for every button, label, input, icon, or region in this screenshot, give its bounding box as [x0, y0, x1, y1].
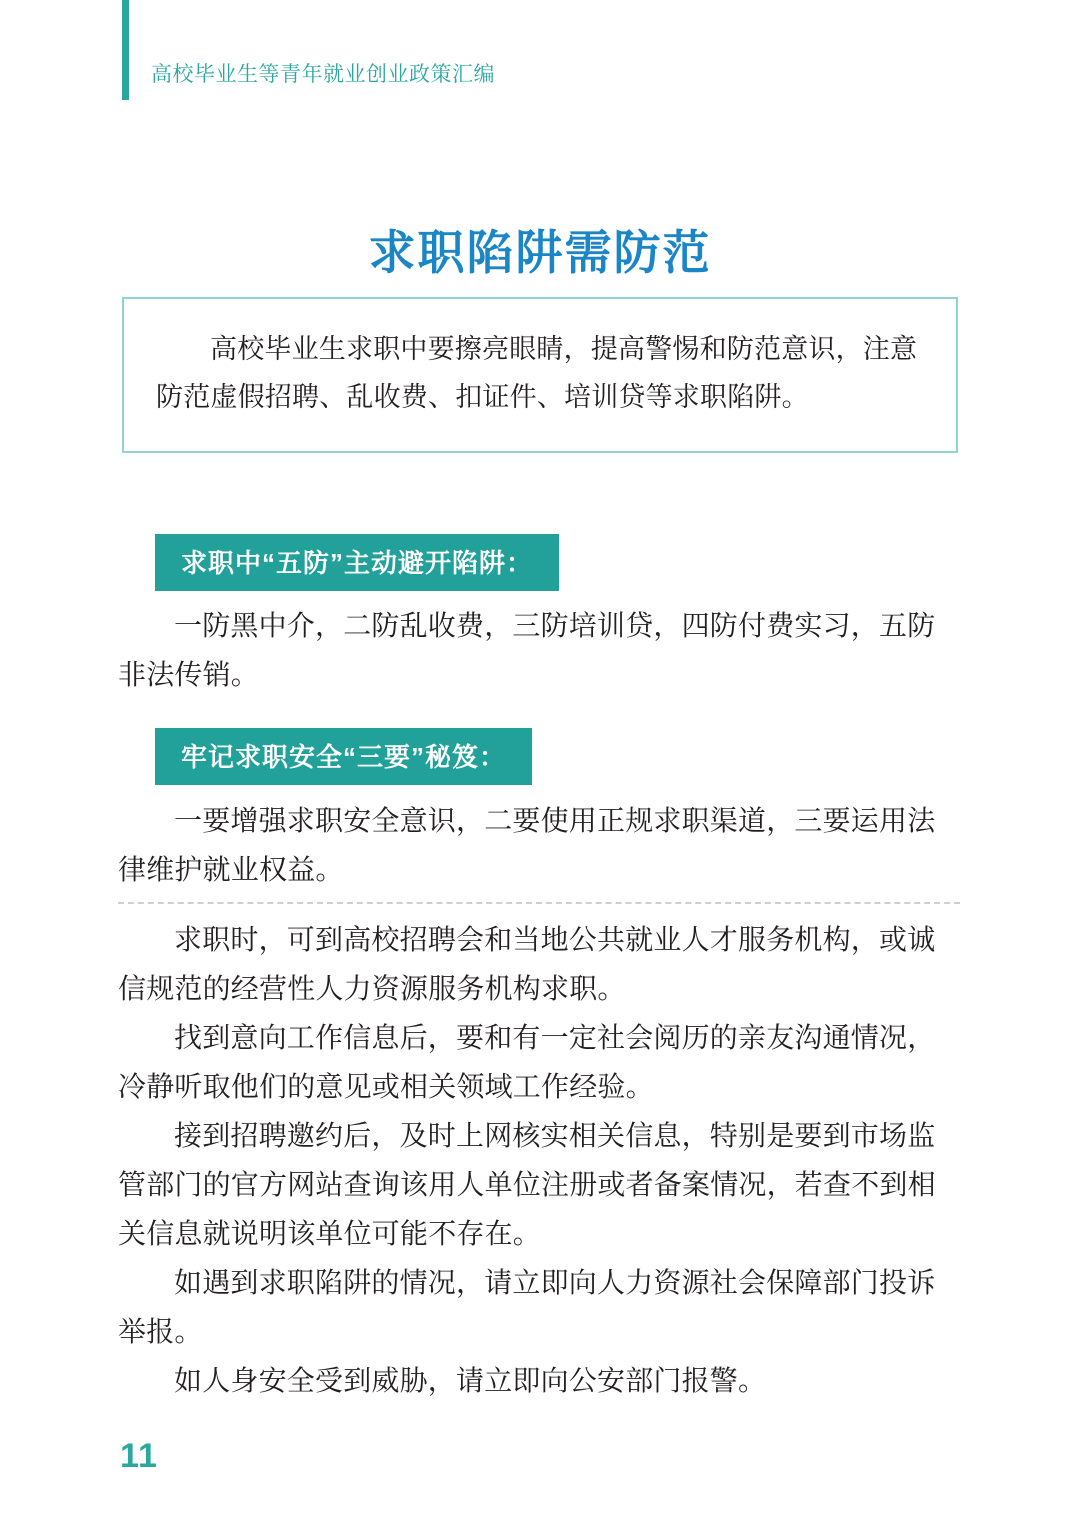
- running-header: [122, 0, 495, 100]
- lead-paragraph: 高校毕业生求职中要擦亮眼睛，提高警惕和防范意识，注意防范虚假招聘、乱收费、扣证件、培训贷等求职陷阱。: [156, 334, 918, 412]
- lead-box: [122, 297, 958, 453]
- body-paragraph-1: 求职时，可到高校招聘会和当地公共就业人才服务机构，或诚信规范的经营性人力资源服务机构求职。: [118, 924, 936, 1004]
- section-paragraph-2: 一要增强求职安全意识，二要使用正规求职渠道，三要运用法律维护就业权益。: [118, 805, 936, 885]
- header-accent-bar: [122, 0, 129, 100]
- body-paragraph-3: 接到招聘邀约后，及时上网核实相关信息，特别是要到市场监管部门的官方网站查询该用人单位注册或者备案情况，若查不到相关信息就说明该单位可能不存在。: [118, 1120, 936, 1249]
- section-paragraph-1: 一防黑中介，二防乱收费，三防培训贷，四防付费实习，五防非法传销。: [118, 610, 936, 690]
- section-label-1: 求职中“五防”主动避开陷阱：: [155, 534, 559, 591]
- page-title: 求职陷阱需防范: [368, 226, 712, 280]
- page-number: 11: [120, 1437, 158, 1475]
- body-paragraph-5: 如人身安全受到威胁，请立即向公安部门报警。: [174, 1365, 767, 1396]
- dashed-divider: [118, 902, 960, 904]
- section-label-1-row: [155, 534, 559, 591]
- running-header-title: 高校毕业生等青年就业创业政策汇编: [151, 63, 495, 86]
- section-label-2: 牢记求职安全“三要”秘笈：: [155, 728, 532, 785]
- section-label-2-row: [155, 728, 532, 785]
- body-paragraph-4: 如遇到求职陷阱的情况，请立即向人力资源社会保障部门投诉举报。: [118, 1267, 936, 1347]
- body-paragraph-2: 找到意向工作信息后，要和有一定社会阅历的亲友沟通情况，冷静听取他们的意见或相关领域工作经验。: [118, 1022, 936, 1102]
